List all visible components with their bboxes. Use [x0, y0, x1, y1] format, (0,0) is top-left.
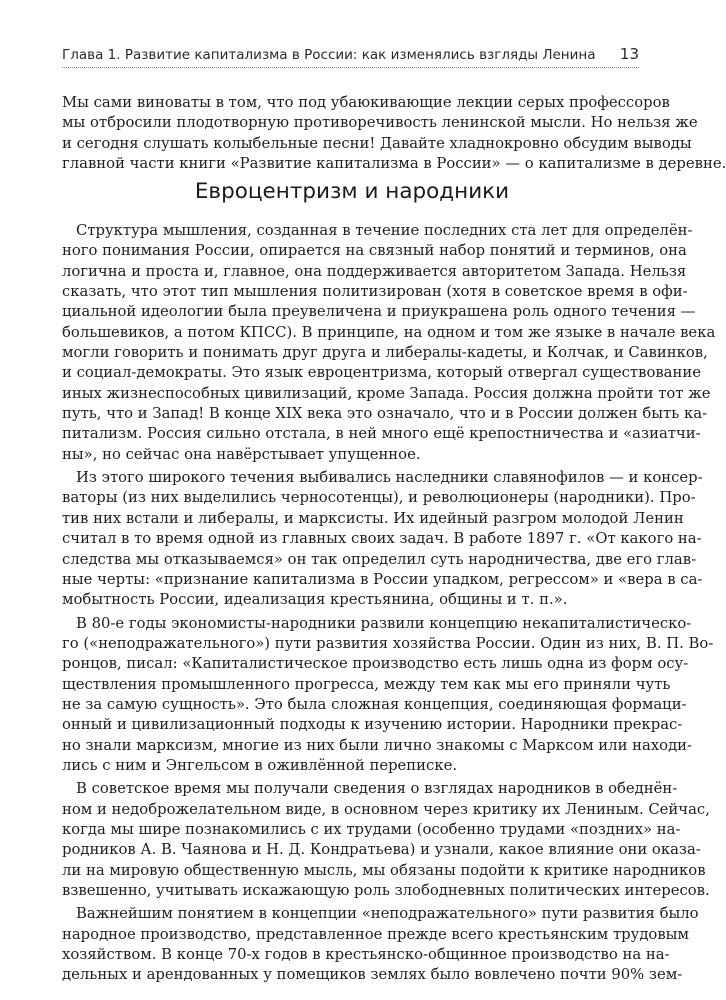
text-line: онный и цивилизационный подходы к изучению истории. Народники прекрас-: [62, 716, 683, 734]
text-line: и социал-демократы. Это язык евроцентризма, который отвергал существование: [62, 364, 701, 382]
text-line: мы отбросили плодотворную противоречивость ленинской мысли. Но нельзя же: [62, 114, 698, 132]
text-line: путь, что и Запад! В конце XIX века это означало, что и в России должен быть ка-: [62, 405, 708, 423]
text-line: ном и недоброжелательном виде, в основном через критику их Лениным. Сейчас,: [62, 800, 710, 818]
text-line: логична и проста и, главное, она поддерживается авторитетом Запада. Нельзя: [62, 262, 687, 280]
chapter-title: Глава 1. Развитие капитализма в России: как изменялись взгляды Ленина: [62, 47, 596, 63]
section-heading: Евроцентризм и народники: [194, 179, 510, 204]
text-line: могли говорить и понимать друг друга и либералы-кадеты, и Колчак, и Савинков,: [62, 344, 708, 362]
text-line: иных жизнеспособных цивилизаций, кроме Запада. Россия должна пройти тот же: [62, 384, 711, 402]
text-line: следства мы отказываемся» он так определил суть народничества, две его глав-: [62, 550, 697, 568]
text-line: сказать, что этот тип мышления политизирован (хотя в советское время в офи-: [62, 283, 688, 301]
text-line: ли на мировую общественную мысль, мы обязаны подойти к критике народников: [62, 861, 706, 879]
text-line: главной части книги «Развитие капитализма в России» — о капитализме в деревне.: [62, 155, 726, 173]
page-number: 13: [619, 45, 639, 63]
text-line: Из этого широкого течения выбивались наследники славянофилов — и консер-: [76, 469, 703, 487]
text-line: ные черты: «признание капитализма в России упадком, регрессом» и «вера в са-: [62, 570, 703, 588]
text-line: питализм. Россия сильно отстала, в ней много ещё крепостничества и «азиатчи-: [62, 425, 701, 443]
paragraph: [62, 93, 726, 174]
text-line: считал в то время одной из главных своих задач. В работе 1897 г. «От какого на-: [62, 530, 702, 548]
running-header: [62, 45, 639, 68]
text-line: хозяйством. В конце 70-х годов в крестьянско-общинное производство на на-: [62, 946, 670, 964]
text-line: ществления промышленного прогресса, между тем как мы его приняли чуть: [62, 675, 671, 693]
text-line: Мы сами виноваты в том, что под убаюкивающие лекции серых профессоров: [62, 94, 670, 111]
text-line: В 80-е годы экономисты-народники развили концепцию некапиталистическо-: [76, 614, 692, 632]
text-line: мобытность России, идеализация крестьянина, общины и т. п.».: [62, 591, 568, 609]
paragraph: [62, 614, 714, 777]
text-line: тив них встали и либералы, и марксисты. Их идейный разгром молодой Ленин: [62, 509, 684, 527]
text-line: циальной идеологии была преувеличена и приукрашена роль одного течения —: [62, 303, 696, 321]
paragraph: [62, 904, 699, 985]
text-line: когда мы шире познакомились с их трудами (особенно трудами «поздних» на-: [62, 820, 681, 838]
text-line: взвешенно, учитывать искажающую роль злободневных политических интересов.: [62, 882, 710, 899]
text-line: народное производство, представленное прежде всего крестьянским трудовым: [62, 925, 689, 943]
paragraph: [62, 779, 710, 901]
intro-paragraph: [62, 93, 726, 174]
text-line: и сегодня слушать колыбельные песни! Давайте хладнокровно обсудим выводы: [62, 134, 692, 152]
text-line: ронцов, писал: «Капиталистическое производство есть лишь одна из форм осу-: [62, 655, 689, 673]
text-line: ного понимания России, опирается на связный набор понятий и терминов, она: [62, 242, 687, 260]
text-line: большевиков, а потом КПСС). В принципе, на одном и том же языке в начале века: [62, 323, 716, 341]
text-line: но знали марксизм, многие из них были лично знакомы с Марксом или находи-: [62, 736, 693, 754]
paragraph: [62, 468, 703, 610]
text-line: не за самую сущность». Это была сложная концепция, соединяющая формаци-: [62, 695, 687, 713]
text-line: го («неподражательного») пути развития хозяйства России. Один из них, В. П. Во-: [62, 634, 714, 652]
text-line: Важнейшим понятием в концепции «неподражательного» пути развития было: [76, 905, 699, 923]
text-line: В советское время мы получали сведения о взглядах народников в обеднён-: [76, 780, 678, 798]
paragraph: [62, 221, 716, 465]
section-text: [62, 221, 716, 986]
text-line: родников А. В. Чаянова и Н. Д. Кондратьева) и узнали, какое влияние они оказа-: [62, 841, 701, 859]
text-line: Структура мышления, созданная в течение последних ста лет для определён-: [76, 222, 693, 239]
text-line: лись с ним и Энгельсом в оживлённой переписке.: [62, 756, 458, 774]
text-line: ваторы (из них выделились черносотенцы), и революционеры (народники). Про-: [62, 489, 696, 507]
text-line: дельных и арендованных у помещиков землях было вовлечено почти 90% зем-: [62, 966, 683, 984]
text-line: ны», но сейчас она навёрстывает упущенное.: [62, 445, 421, 463]
